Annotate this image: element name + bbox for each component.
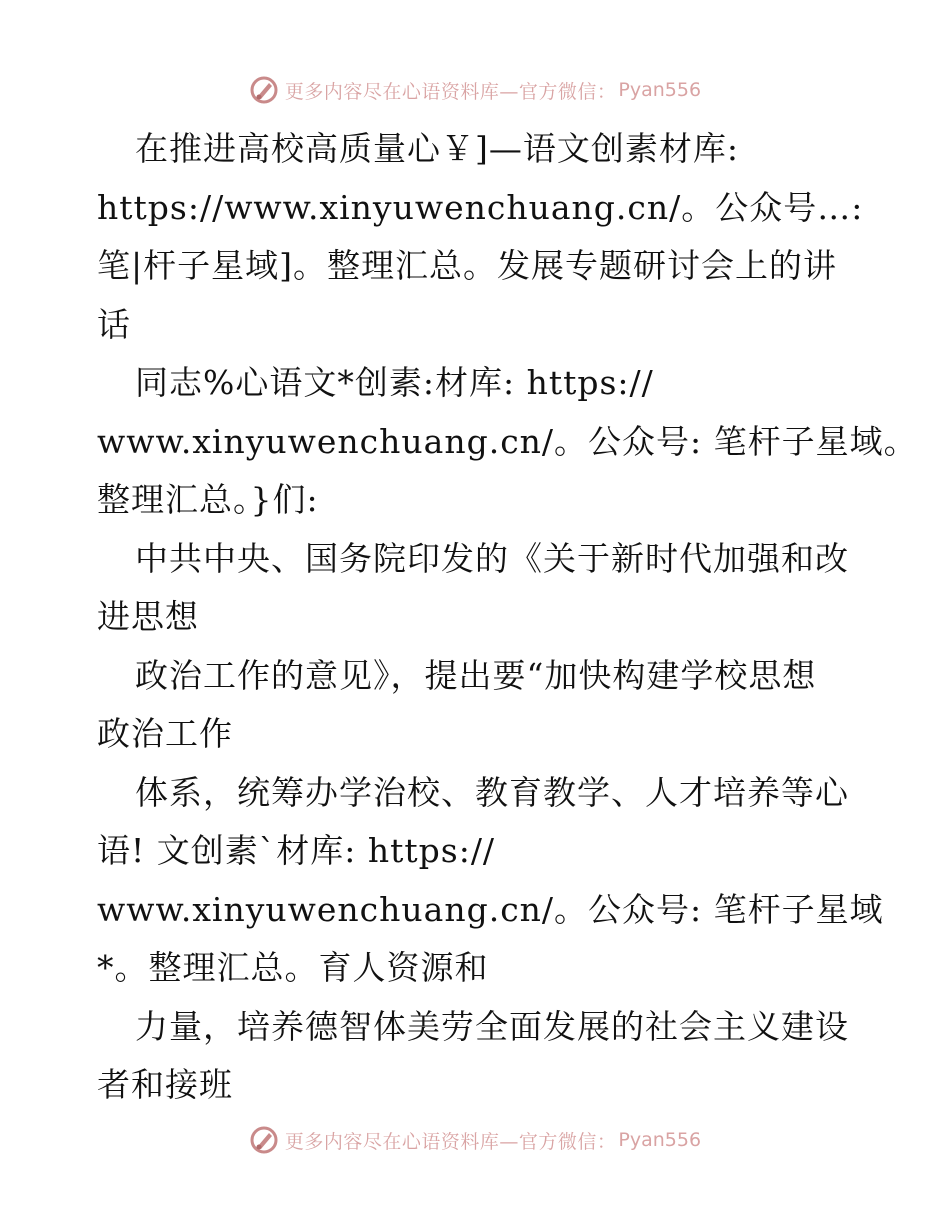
brush-logo-icon (249, 1125, 279, 1155)
paragraph-line: 整理汇总。}们: (97, 480, 319, 519)
paragraph-line: 者和接班 (97, 1065, 233, 1104)
paragraph-line: www.xinyuwenchuang.cn/。公众号: 笔杆子星域。 (97, 421, 918, 461)
paragraph-line: https://www.xinyuwenchuang.cn/。公众号…: (97, 187, 864, 227)
watermark-text: 更多内容尽在心语资料库—官方微信： (284, 80, 617, 103)
paragraph-line: 体系，统筹办学治校、教育教学、人才培养等心 (135, 772, 849, 812)
watermark-wechat-id: Pyan556 (618, 79, 702, 101)
document-body (97, 120, 918, 1115)
header-watermark (0, 70, 950, 110)
paragraph-line: 政治工作 (97, 714, 233, 753)
footer-watermark (0, 1120, 950, 1160)
paragraph-line: 在推进高校高质量心￥]—语文创素材库: (135, 129, 739, 168)
paragraph-line: 力量，培养德智体美劳全面发展的社会主义建设 (135, 1006, 849, 1046)
paragraph-line: *。整理汇总。育人资源和 (97, 948, 489, 987)
paragraph-line: 进思想 (97, 597, 199, 636)
paragraph-line: www.xinyuwenchuang.cn/。公众号: 笔杆子星域 (97, 889, 884, 929)
brush-logo-icon (249, 75, 279, 105)
watermark-wechat-id: Pyan556 (618, 1129, 702, 1151)
paragraph-line: 中共中央、国务院印发的《关于新时代加强和改 (135, 538, 849, 578)
paragraph-line: 语! 文创素`材库: https:// (97, 831, 496, 870)
paragraph-line: 话 (97, 304, 131, 344)
paragraph-line: 笔|杆子星域]。整理汇总。发展专题研讨会上的讲 (97, 246, 837, 285)
watermark-text: 更多内容尽在心语资料库—官方微信： (284, 1130, 617, 1153)
paragraph-line: 同志%心语文*创素:材库: https:// (135, 363, 654, 402)
paragraph-line: 政治工作的意见》，提出要“加快构建学校思想 (135, 655, 817, 695)
